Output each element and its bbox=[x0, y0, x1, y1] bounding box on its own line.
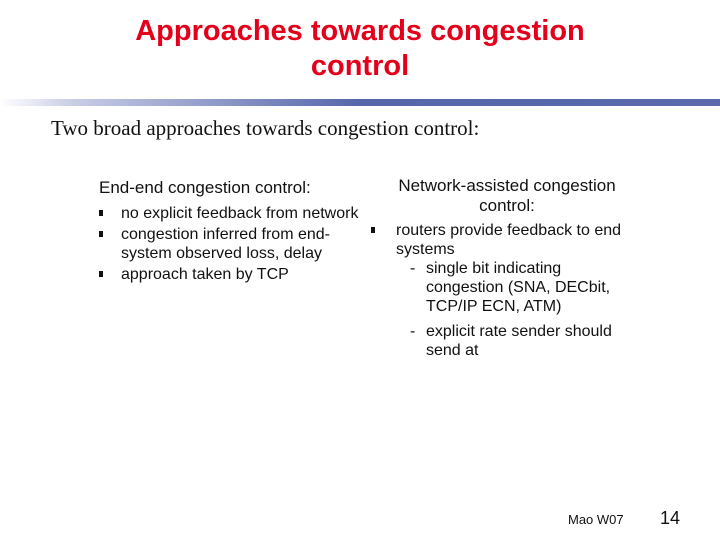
list-item bbox=[99, 225, 361, 263]
square-bullet-icon bbox=[99, 210, 103, 216]
title-divider bbox=[0, 99, 720, 106]
list-item bbox=[371, 221, 643, 360]
square-bullet-icon bbox=[371, 227, 375, 233]
network-assisted-bullet-list bbox=[371, 221, 643, 360]
page-number: 14 bbox=[660, 508, 681, 528]
slide-title bbox=[0, 14, 720, 84]
sub-bullet-text: single bit indicating congestion (SNA, DECbit, TCP/IP ECN, ATM) bbox=[426, 260, 611, 315]
end-end-column bbox=[99, 178, 361, 286]
network-assisted-column bbox=[371, 176, 643, 366]
square-bullet-icon bbox=[99, 231, 103, 237]
intro-text: Two broad approaches towards congestion control: bbox=[51, 116, 480, 140]
dash-bullet: - bbox=[410, 323, 416, 340]
end-end-heading: End-end congestion control: bbox=[99, 178, 311, 197]
slide-title-line-2: control bbox=[310, 50, 410, 82]
network-assisted-heading: Network-assisted congestion control: bbox=[398, 176, 616, 215]
list-item bbox=[99, 204, 361, 223]
feedback-sub-list bbox=[396, 259, 643, 360]
list-item bbox=[99, 265, 361, 284]
list-item bbox=[408, 322, 643, 360]
bullet-text: routers provide feedback to end systems bbox=[396, 222, 622, 258]
sub-bullet-text: explicit rate sender should send at bbox=[426, 323, 612, 359]
end-end-bullet-list bbox=[99, 204, 361, 284]
bullet-text: congestion inferred from end-system observed loss, delay bbox=[121, 226, 330, 262]
footer-label: Mao W07 bbox=[568, 512, 624, 527]
dash-bullet: - bbox=[410, 260, 416, 277]
slide-title-line-1: Approaches towards congestion bbox=[135, 15, 585, 47]
bullet-text: approach taken by TCP bbox=[121, 266, 289, 283]
list-item bbox=[408, 259, 643, 316]
bullet-text: no explicit feedback from network bbox=[121, 205, 359, 222]
square-bullet-icon bbox=[99, 271, 103, 277]
